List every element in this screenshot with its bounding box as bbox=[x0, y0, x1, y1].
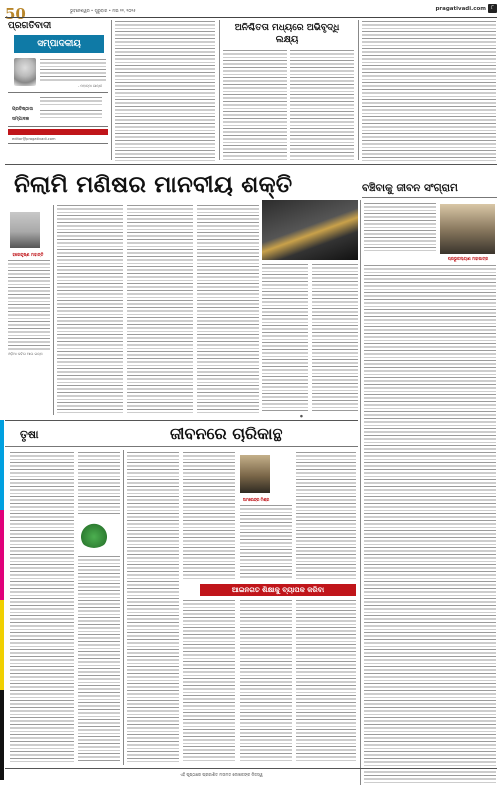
editor-text bbox=[40, 110, 102, 119]
contact-bar bbox=[8, 129, 108, 135]
sidebar-rule-2 bbox=[8, 126, 108, 127]
main-col-4 bbox=[262, 264, 308, 413]
main-col-1 bbox=[57, 205, 123, 413]
editorial-col-1 bbox=[115, 21, 215, 161]
sidebar-rule-1 bbox=[8, 92, 108, 93]
editorial-headline: ଅନିଶ୍ଚିତତା ମଧ୍ୟରେ ଅଭିବୃଦ୍ଧି ଲକ୍ଷ୍ୟ bbox=[234, 23, 340, 45]
column-divider-3 bbox=[358, 20, 359, 160]
main-headline: ନିଲାମି ମଣିଷର ମାନବୀୟ ଶକ୍ତି bbox=[14, 172, 293, 198]
footer-note: ଏହି ପୃଷ୍ଠାରେ ପ୍ରକାଶିତ ମତାମତ ଲେଖକଙ୍କ ନିଜସ୍ୱ bbox=[180, 772, 263, 777]
trisha-col-2b bbox=[78, 556, 120, 762]
lower-col-2 bbox=[183, 452, 235, 580]
website-url: pragativadi.com bbox=[435, 6, 486, 12]
lower-divider-1 bbox=[123, 450, 124, 765]
brand-title: ପ୍ରଗତିବାଦୀ bbox=[8, 21, 52, 31]
lower-col-4 bbox=[296, 452, 356, 580]
founder-label: ପ୍ରତିଷ୍ଠାତା bbox=[12, 107, 33, 112]
lower-col-1 bbox=[127, 452, 179, 762]
author-bio bbox=[8, 260, 50, 350]
chain-illustration bbox=[262, 200, 358, 260]
trisha-col-1 bbox=[10, 452, 74, 762]
date-line: ଭୁବନେଶ୍ୱର • ଗୁରୁବାର • ମଇ ୨୨, ୨୦୨୫ bbox=[70, 8, 136, 13]
right-intro-text bbox=[364, 203, 436, 251]
lower-col-6 bbox=[240, 600, 292, 762]
column-divider-1 bbox=[111, 20, 112, 160]
main-col-5 bbox=[312, 264, 358, 413]
right-author-name: ପ୍ରଭୁକଲ୍ୟାଣ ମହାପାତ୍ର bbox=[447, 256, 489, 261]
lower-col-7 bbox=[296, 600, 356, 762]
lower-col-5 bbox=[183, 600, 235, 762]
author-photo bbox=[10, 212, 40, 248]
quote-author: - ମହାତ୍ମା ଗାନ୍ଧୀ bbox=[78, 84, 102, 88]
lower-col-3 bbox=[240, 505, 292, 580]
editorial-col-4 bbox=[362, 21, 496, 161]
quote-text bbox=[40, 59, 106, 83]
founder-text bbox=[40, 97, 102, 107]
gandhi-portrait bbox=[14, 58, 36, 86]
editorial-bottom-rule bbox=[5, 164, 497, 165]
masthead-rule bbox=[5, 17, 497, 18]
editorial-col-3 bbox=[290, 50, 354, 160]
lower-author-photo bbox=[240, 455, 270, 493]
sub-headline: ଆଇନଗତ ଶିକ୍ଷାକୁ ବ୍ୟାପକ କରିବା bbox=[200, 584, 356, 596]
footer-rule bbox=[5, 768, 497, 769]
main-col-2 bbox=[127, 205, 193, 413]
editorial-col-2 bbox=[223, 50, 287, 160]
side-caption: ଓଡ଼ିଆ କବିତା ଆଉ ଗଳ୍ପ bbox=[8, 352, 43, 356]
main-col-3 bbox=[197, 205, 259, 413]
page-number: ୮ bbox=[488, 4, 497, 13]
lower-headline: ଜୀବନରେ ଚାରିକାନ୍ଥ bbox=[170, 424, 283, 443]
right-author-photo bbox=[440, 204, 495, 254]
lower-author-name: ଅମରେନ୍ଦ୍ର ମିଶ୍ର bbox=[242, 497, 270, 502]
section-title: ସମ୍ପାଦକୀୟ bbox=[14, 35, 104, 53]
lower-headline-rule bbox=[5, 446, 358, 447]
right-col-body bbox=[364, 265, 496, 785]
main-bottom-rule bbox=[5, 420, 358, 421]
plant-logo bbox=[78, 520, 110, 548]
main-article-credit: ● bbox=[300, 414, 303, 418]
editor-email: editor@pragativadi.com bbox=[12, 137, 56, 141]
sidebar-rule-3 bbox=[8, 143, 108, 144]
right-col-divider bbox=[360, 200, 361, 785]
lower-section-title: ତୃଷା bbox=[20, 428, 39, 441]
main-divider-0 bbox=[53, 205, 54, 415]
right-headline: ବଞ୍ଚିବାକୁ ଜୀବନ ସଂଗ୍ରାମ bbox=[362, 182, 458, 194]
author-name: ହରେକୃଷ୍ଣ ମହାନ୍ତି bbox=[12, 252, 44, 257]
trisha-col-2 bbox=[78, 452, 120, 514]
right-headline-rule bbox=[362, 197, 497, 198]
color-registration-strip bbox=[0, 420, 4, 780]
anniversary-number: 50 bbox=[5, 5, 26, 23]
editor-label: ସମ୍ପାଦକ bbox=[12, 117, 30, 122]
column-divider-2 bbox=[219, 20, 220, 160]
